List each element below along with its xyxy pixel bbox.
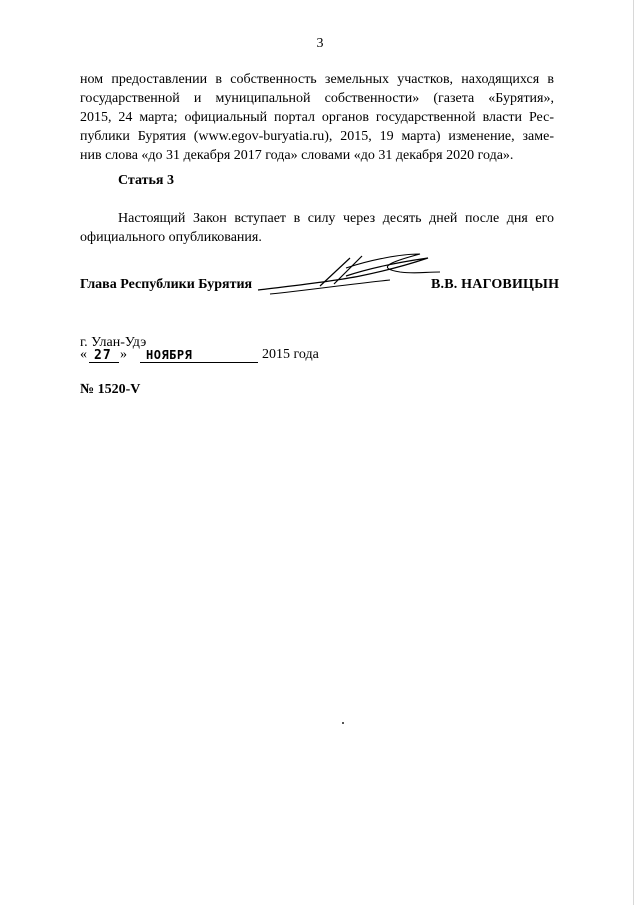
signatory-title: Глава Республики Бурятия: [80, 277, 253, 292]
law-number: № 1520-V: [80, 382, 141, 397]
paragraph-line: государственной и муниципальной собственности» (газета «Бурятия»,: [80, 91, 554, 106]
date-day: 27: [94, 348, 112, 363]
date-year: 2015 года: [262, 347, 319, 362]
month-underline: [140, 362, 258, 363]
signing-date: [80, 347, 380, 369]
article-heading: Статья 3: [118, 173, 174, 188]
place-of-signing: г. Улан-Удэ: [80, 335, 147, 350]
handwritten-signature: [250, 246, 450, 306]
paragraph-line: публики Бурятия (www.egov-buryatia.ru), 2015, 19 марта) изменение, заме-: [80, 129, 554, 144]
date-open-quote: «: [80, 347, 87, 362]
signatory-name: В.В. НАГОВИЦЫН: [431, 277, 560, 292]
paragraph-line: нив слова «до 31 декабря 2017 года» словами «до 31 декабря 2020 года».: [80, 148, 514, 163]
paragraph-line: Настоящий Закон вступает в силу через десять дней после дня его: [118, 211, 554, 226]
scan-speck: [342, 722, 344, 724]
paragraph-line: официального опубликования.: [80, 230, 262, 245]
paragraph-amendment: [80, 70, 554, 165]
paragraph-line: ном предоставлении в собственность земельных участков, находящихся в: [80, 72, 554, 87]
date-close-quote: »: [120, 347, 127, 362]
date-month: НОЯБРЯ: [146, 348, 193, 362]
page-edge: [633, 0, 634, 905]
article-paragraph: [80, 209, 554, 247]
page-number: 3: [316, 36, 324, 51]
paragraph-line: 2015, 24 марта; официальный портал органов государственной власти Рес-: [80, 110, 554, 125]
